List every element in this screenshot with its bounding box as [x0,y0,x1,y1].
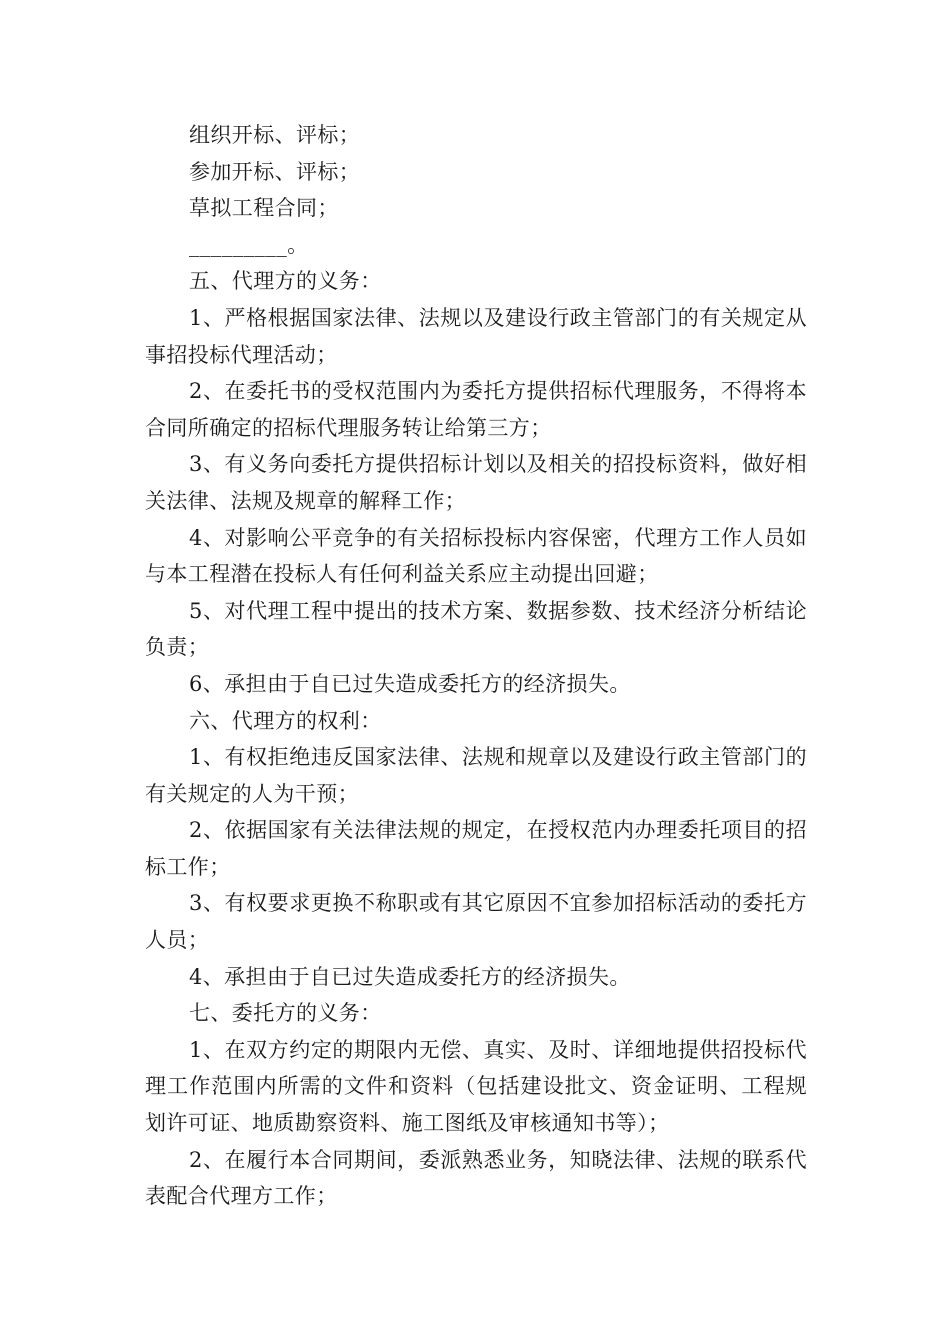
agent-right-4: 4、承担由于自已过失造成委托方的经济损失。 [189,964,631,989]
client-obligation-2: 2、在履行本合同期间，委派熟悉业务，知晓法律、法规的联系代表配合代理方工作； [145,1147,807,1209]
agent-right-1: 1、有权拒绝违反国家法律、法规和规章以及建设行政主管部门的有关规定的人为干预； [145,745,807,806]
section-heading-agent-obligations: 五、代理方的义务： [189,269,382,294]
agent-obligation-1: 1、严格根据国家法律、法规以及建设行政主管部门的有关规定从事招投标代理活动； [145,305,807,367]
paragraph-item-blank: _________。 [189,232,309,257]
document-body [145,117,807,1215]
agent-obligation-2: 2、在委托书的受权范围内为委托方提供招标代理服务，不得将本合同所确定的招标代理服务转让给第三方； [145,379,807,440]
agent-obligation-4: 4、对影响公平竞争的有关招标投标内容保密，代理方工作人员如与本工程潜在投标人有任何利益关系应主动提出回避； [145,525,807,587]
agent-obligation-3: 3、有义务向委托方提供招标计划以及相关的招投标资料，做好相关法律、法规及规章的解释工作； [145,452,807,513]
paragraph-item-open-bid: 组织开标、评标； [189,123,361,147]
client-obligation-1: 1、在双方约定的期限内无偿、真实、及时、详细地提供招投标代理工作范围内所需的文件和资料（包括建设批文、资金证明、工程规划许可证、地质勘察资料、施工图纸及审核通知书等）； [145,1037,807,1136]
agent-obligation-5: 5、对代理工程中提出的技术方案、数据参数、技术经济分析结论负责； [145,598,807,660]
section-heading-client-obligations: 七、委托方的义务： [189,1001,382,1026]
section-heading-agent-rights: 六、代理方的权利： [189,708,382,733]
agent-obligation-6: 6、承担由于自已过失造成委托方的经济损失。 [189,671,631,696]
paragraph-item-attend-bid: 参加开标、评标； [189,159,361,184]
agent-right-3: 3、有权要求更换不称职或有其它原因不宜参加招标活动的委托方人员； [145,891,807,953]
agent-right-2: 2、依据国家有关法律法规的规定，在授权范内办理委托项目的招标工作； [145,818,807,879]
paragraph-item-draft-contract: 草拟工程合同； [189,196,339,221]
